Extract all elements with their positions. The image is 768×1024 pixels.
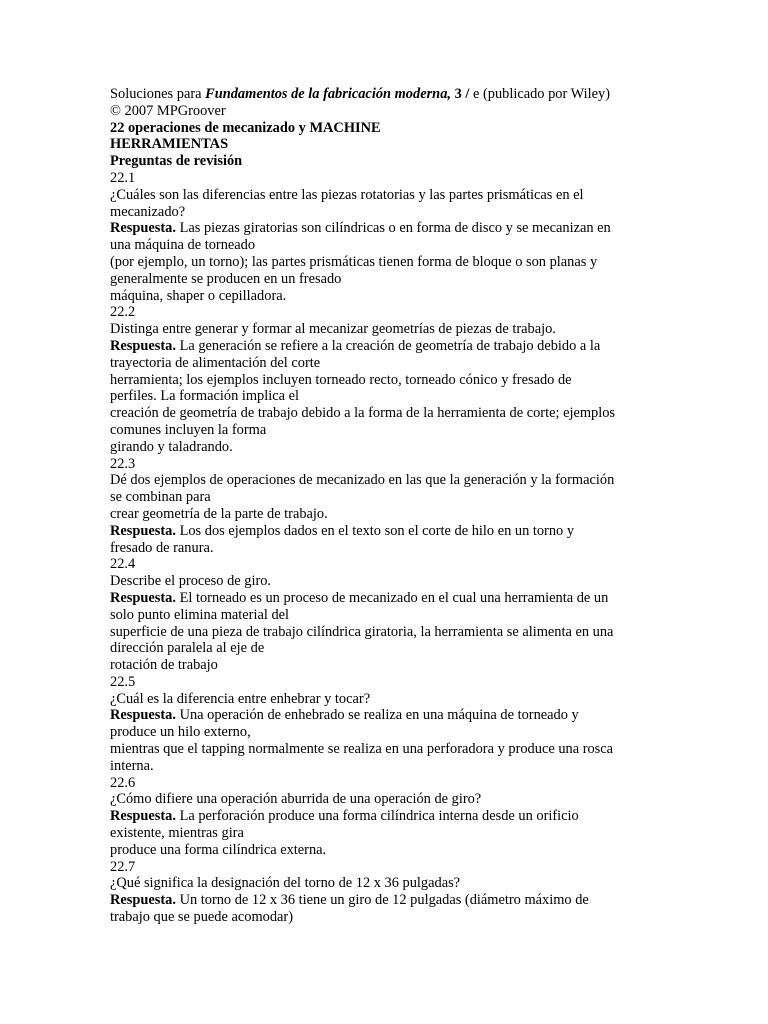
answer-label: Respuesta. [110,589,176,606]
question-number: 22.6 [110,774,136,791]
edition-number: 3 / [450,86,470,102]
answer-first-line [110,590,670,607]
question-text-line: Describe el proceso de giro. [110,573,272,590]
answer-label: Respuesta. [110,220,176,237]
answer-first-line [110,892,670,909]
answer-label: Respuesta. [110,337,176,354]
question-text-line: ¿Cuáles son las diferencias entre las piezas rotatorias y las partes prismáticas en el [110,186,584,203]
question-text-line: Distinga entre generar y formar al mecanizar geometrías de piezas de trabajo. [110,321,556,338]
chapter-title-line-1: 22 operaciones de mecanizado y MACHINE [110,119,381,136]
question-block [110,859,670,926]
answer-first-line [110,220,670,237]
question-block [110,775,670,859]
answer-text-line: comunes incluyen la forma [110,421,267,438]
answer-text: La perforación produce una forma cilíndrica interna desde un orificio [175,808,579,825]
document-page [110,86,670,926]
answer-text-line: (por ejemplo, un torno); las partes prismáticas tienen forma de bloque o son planas y [110,253,598,270]
answer-text-line: una máquina de torneado [110,237,256,254]
answer-first-line [110,808,670,825]
answer-text-line: produce una forma cilíndrica externa. [110,841,327,858]
answer-text-line: perfiles. La formación implica el [110,388,299,405]
answer-text-line: superficie de una pieza de trabajo cilíndrica giratoria, la herramienta se alimenta en una [110,623,614,640]
question-text-line: Dé dos ejemplos de operaciones de mecanizado en las que la generación y la formación [110,472,615,489]
answer-text: La generación se refiere a la creación de geometría de trabajo debido a la [175,337,601,354]
header-line [110,86,670,103]
question-block [110,674,670,775]
question-text-line: se combinan para [110,489,211,506]
answer-text-line: existente, mientras gira [110,825,244,842]
answer-first-line [110,523,670,540]
answer-text: Una operación de enhebrado se realiza en una máquina de torneado y [175,707,579,724]
question-number: 22.5 [110,673,136,690]
answer-text-line: máquina, shaper o cepilladora. [110,287,287,304]
question-text-line: mecanizado? [110,203,186,220]
answer-text-line: herramienta; los ejemplos incluyen torneado recto, torneado cónico y fresado de [110,371,572,388]
answer-label: Respuesta. [110,707,176,724]
question-text-line: ¿Cómo difiere una operación aburrida de una operación de giro? [110,791,482,808]
question-number: 22.3 [110,455,136,472]
question-text-line: crear geometría de la parte de trabajo. [110,505,328,522]
question-block [110,456,670,557]
questions-list [110,170,670,926]
answer-text: Las piezas giratorias son cilíndricas o en forma de disco y se mecanizan en [175,220,611,237]
question-block [110,304,670,455]
answer-text-line: creación de geometría de trabajo debido a la forma de la herramienta de corte; ejemplos [110,405,616,422]
chapter-title-line-2: HERRAMIENTAS [110,136,229,153]
question-text-line: ¿Cuál es la diferencia entre enhebrar y tocar? [110,690,371,707]
answer-label: Respuesta. [110,808,176,825]
answer-text-line: trabajo que se puede acomodar) [110,909,293,926]
answer-label: Respuesta. [110,892,176,909]
answer-text-line: interna. [110,757,154,774]
answer-text-line: fresado de ranura. [110,539,214,556]
section-title: Preguntas de revisión [110,153,243,170]
answer-label: Respuesta. [110,522,176,539]
answer-text: Un torno de 12 x 36 tiene un giro de 12 pulgadas (diámetro máximo de [175,892,589,909]
answer-text-line: mientras que el tapping normalmente se realiza en una perforadora y produce una rosca [110,741,614,758]
answer-text-line: produce un hilo externo, [110,724,251,741]
question-text-line: ¿Qué significa la designación del torno de 12 x 36 pulgadas? [110,875,461,892]
question-block [110,556,670,674]
answer-text-line: trayectoria de alimentación del corte [110,354,321,371]
book-title: Fundamentos de la fabricación moderna, [205,86,451,102]
answer-text: El torneado es un proceso de mecanizado en el cual una herramienta de un [175,589,609,606]
answer-text: Los dos ejemplos dados en el texto son el corte de hilo en un torno y [175,522,575,539]
answer-text-line: solo punto elimina material del [110,606,290,623]
question-number: 22.4 [110,556,136,573]
answer-text-line: rotación de trabajo [110,657,218,674]
answer-first-line [110,707,670,724]
answer-text-line: generalmente se producen en un fresado [110,270,342,287]
header-suffix: e (publicado por Wiley) [469,86,610,102]
question-number: 22.1 [110,169,136,186]
question-number: 22.2 [110,304,136,321]
question-number: 22.7 [110,858,136,875]
answer-text-line: girando y taladrando. [110,438,233,455]
copyright-line: © 2007 MPGroover [110,102,226,119]
answer-text-line: dirección paralela al eje de [110,640,265,657]
header-prefix: Soluciones para [110,86,206,102]
answer-first-line [110,338,670,355]
question-block [110,170,670,304]
